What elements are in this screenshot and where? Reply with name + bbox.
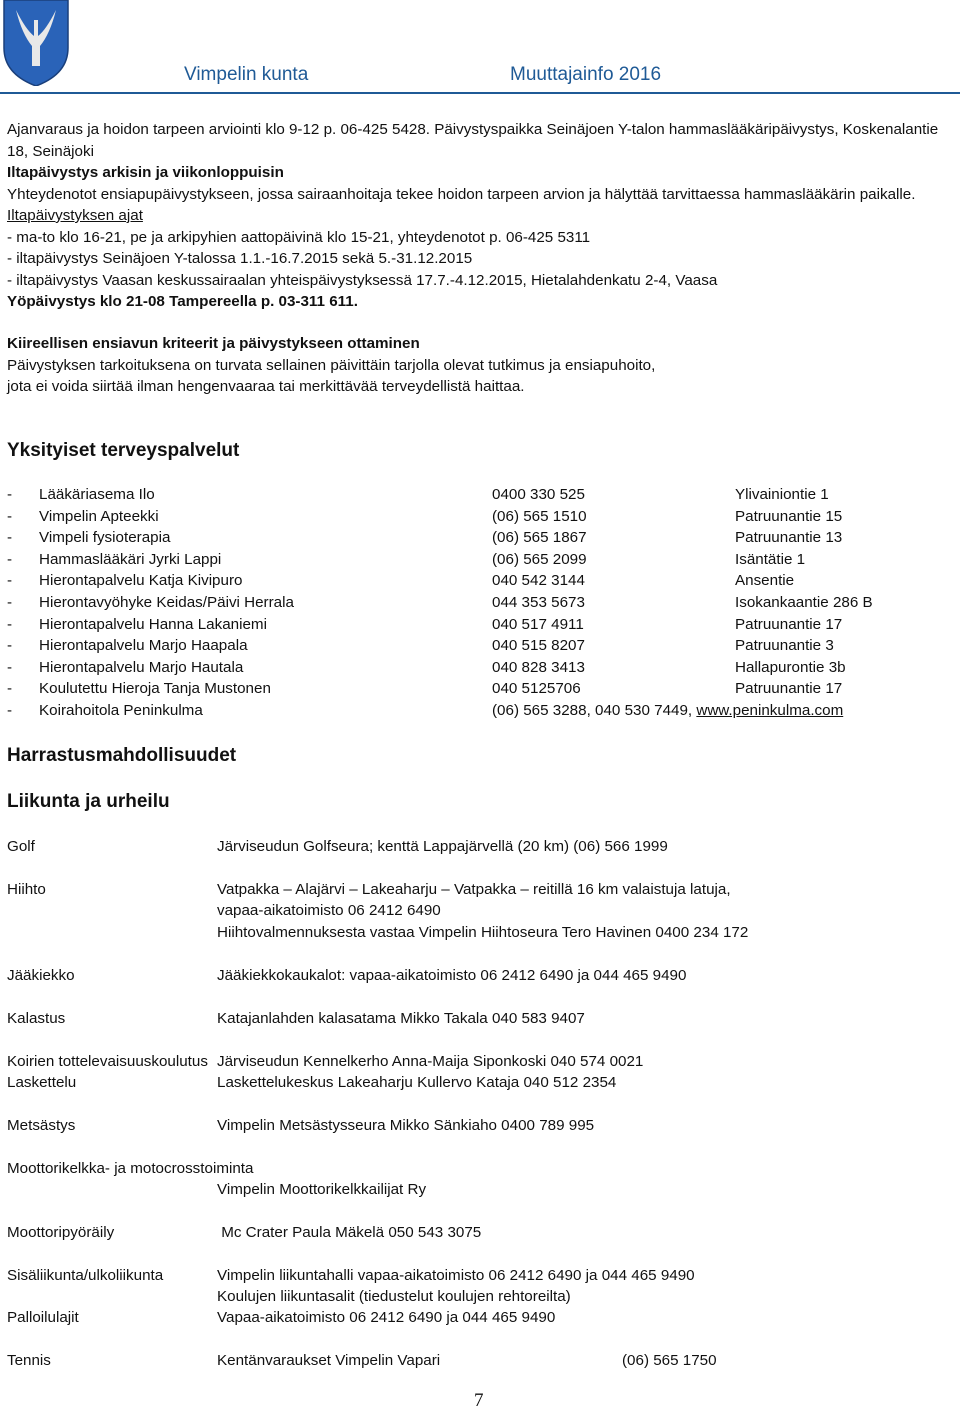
list-item bbox=[7, 614, 957, 636]
evening-duty-heading: Iltapäivystys arkisin ja viikonloppuisin bbox=[7, 164, 284, 181]
hobby-info: Kentänvaraukset Vimpelin Vapari bbox=[217, 1352, 441, 1369]
list-dash: - bbox=[7, 637, 13, 655]
hobby-info: Hiihtovalmennuksesta vastaa Vimpelin Hiihtoseura Tero Havinen 0400 234 172 bbox=[217, 924, 749, 941]
service-phone: 040 5125706 bbox=[492, 680, 581, 698]
service-phone: (06) 565 1867 bbox=[492, 529, 587, 547]
hobby-info: vapaa-aikatoimisto 06 2412 6490 bbox=[217, 902, 441, 919]
service-phone: (06) 565 3288, 040 530 7449, bbox=[492, 701, 697, 719]
evening-duty-times-3: - iltapäivystys Vaasan keskussairaalan yhteispäivystyksessä 17.7.-4.12.2015, Hietalahdenkatu 2-4, Vaasa bbox=[7, 271, 718, 289]
private-health-heading: Yksityiset terveyspalvelut bbox=[7, 440, 240, 461]
list-dash: - bbox=[7, 593, 13, 611]
service-phone: 040 517 4911 bbox=[492, 615, 584, 633]
list-item bbox=[7, 527, 957, 549]
header-divider bbox=[0, 92, 960, 94]
hobby-category: Hiihto bbox=[7, 881, 46, 898]
service-phone: 044 353 5673 bbox=[492, 593, 585, 611]
hobby-info: Jääkiekkokaukalot: vapaa-aikatoimisto 06 2412 6490 ja 044 465 9490 bbox=[217, 967, 687, 984]
hobby-category: Golf bbox=[7, 838, 35, 855]
service-name: Hierontapalvelu Katja Kivipuro bbox=[39, 572, 243, 590]
hobby-category: Moottorikelkka- ja motocrosstoiminta bbox=[7, 1160, 254, 1177]
emergency-criteria-section bbox=[7, 333, 957, 398]
page-header bbox=[0, 0, 960, 94]
service-name: Hierontapalvelu Marjo Haapala bbox=[39, 637, 248, 655]
municipal-coat-of-arms-icon bbox=[2, 0, 70, 86]
service-address: Ylivainiontie 1 bbox=[735, 486, 829, 503]
hobby-info: Vapaa-aikatoimisto 06 2412 6490 ja 044 465 9490 bbox=[217, 1309, 556, 1326]
service-address: Ansentie bbox=[735, 572, 795, 590]
hobby-category: Tennis bbox=[7, 1352, 51, 1369]
list-dash: - bbox=[7, 701, 13, 719]
hobby-category: Metsästys bbox=[7, 1117, 76, 1134]
document-title: Muuttajainfo 2016 bbox=[510, 64, 662, 85]
hobby-info: Vimpelin Metsästysseura Mikko Sänkiaho 0400 789 995 bbox=[217, 1117, 595, 1134]
appointment-text-cont: 18, Seinäjoki bbox=[7, 142, 94, 160]
service-phone: (06) 565 1510 bbox=[492, 507, 587, 525]
list-dash: - bbox=[7, 550, 13, 568]
service-address: Patruunantie 17 bbox=[735, 680, 843, 698]
service-phone: 040 828 3413 bbox=[492, 658, 585, 676]
service-name: Hammaslääkäri Jyrki Lappi bbox=[39, 550, 222, 568]
service-name: Vimpelin Apteekki bbox=[39, 507, 159, 525]
list-item bbox=[7, 635, 957, 657]
evening-duty-text: Yhteydenotot ensiapupäivystykseen, jossa sairaanhoitaja tekee hoidon tarpeen arvion ja hälyttää tarvittaessa hammaslääkärin paikalle. bbox=[7, 185, 916, 203]
list-dash: - bbox=[7, 529, 13, 547]
service-phone: 040 542 3144 bbox=[492, 572, 585, 590]
hobby-info: Mc Crater Paula Mäkelä 050 543 3075 bbox=[217, 1224, 482, 1241]
service-name: Hierontapalvelu Marjo Hautala bbox=[39, 658, 244, 676]
service-phone: (06) 565 2099 bbox=[492, 550, 587, 568]
hobby-category: Koirien tottelevaisuuskoulutus bbox=[7, 1053, 208, 1070]
service-phone: 0400 330 525 bbox=[492, 486, 585, 503]
service-name: Koulutettu Hieroja Tanja Mustonen bbox=[39, 680, 271, 698]
hobby-info: Järviseudun Golfseura; kenttä Lappajärvellä (20 km) (06) 566 1999 bbox=[217, 838, 668, 855]
evening-duty-times-2: - iltapäivystys Seinäjoen Y-talossa 1.1.-16.7.2015 sekä 5.-31.12.2015 bbox=[7, 250, 473, 267]
list-item bbox=[7, 657, 957, 679]
list-item bbox=[7, 549, 957, 571]
service-address: Patruunantie 15 bbox=[735, 507, 843, 525]
evening-duty-times-heading: Iltapäivystyksen ajat bbox=[7, 207, 143, 224]
list-item bbox=[7, 570, 957, 592]
service-name: Hierontapalvelu Hanna Lakaniemi bbox=[39, 615, 267, 633]
dental-emergency-section bbox=[7, 119, 957, 313]
hobby-info: Järviseudun Kennelkerho Anna-Maija Siponkoski 040 574 0021 bbox=[217, 1053, 644, 1070]
hobby-category: Jääkiekko bbox=[7, 967, 75, 984]
service-phone: 040 515 8207 bbox=[492, 637, 585, 655]
municipality-title: Vimpelin kunta bbox=[184, 64, 309, 85]
list-dash: - bbox=[7, 680, 13, 698]
hobbies-heading: Harrastusmahdollisuudet bbox=[7, 745, 237, 766]
hobby-info: Vimpelin Moottorikelkkailijat Ry bbox=[217, 1181, 427, 1198]
emergency-criteria-text-2: jota ei voida siirtää ilman hengenvaaraa tai merkittävää terveydellistä haittaa. bbox=[7, 378, 525, 395]
service-name: Vimpeli fysioterapia bbox=[39, 529, 171, 547]
list-dash: - bbox=[7, 507, 13, 525]
service-name: Hierontavyöhyke Keidas/Päivi Herrala bbox=[39, 593, 294, 611]
appointment-text: Ajanvaraus ja hoidon tarpeen arviointi klo 9-12 p. 06-425 5428. Päivystyspaikka Seinäjoen Y-talon hammaslääkäripäivystys, Koskenalantie bbox=[7, 121, 939, 138]
list-item bbox=[7, 484, 957, 506]
list-item bbox=[7, 678, 957, 700]
list-dash: - bbox=[7, 486, 13, 503]
hobby-info: Laskettelukeskus Lakeaharju Kullervo Kataja 040 512 2354 bbox=[217, 1074, 617, 1091]
emergency-criteria-text-1: Päivystyksen tarkoituksena on turvata sellainen päivittäin tarjolla olevat tutkimus ja ensiapuhoito, bbox=[7, 356, 656, 374]
service-address: Patruunantie 13 bbox=[735, 529, 843, 547]
emergency-criteria-heading: Kiireellisen ensiavun kriteerit ja päivystykseen ottaminen bbox=[7, 335, 420, 352]
website-link[interactable]: www.peninkulma.com bbox=[696, 701, 844, 719]
hobby-category: Moottoripyöräily bbox=[7, 1224, 115, 1241]
hobby-info: Vatpakka – Alajärvi – Lakeaharju – Vatpakka – reitillä 16 km valaistuja latuja, bbox=[217, 881, 731, 898]
list-dash: - bbox=[7, 658, 13, 676]
sports-subheading: Liikunta ja urheilu bbox=[7, 791, 170, 812]
private-health-list bbox=[7, 484, 957, 722]
hobby-category: Palloilulajit bbox=[7, 1309, 79, 1326]
hobby-category: Kalastus bbox=[7, 1010, 66, 1027]
service-address: Hallapurontie 3b bbox=[735, 658, 846, 676]
service-name: Lääkäriasema Ilo bbox=[39, 486, 155, 503]
service-name: Koirahoitola Peninkulma bbox=[39, 701, 203, 719]
hobby-phone: (06) 565 1750 bbox=[622, 1352, 717, 1369]
list-dash: - bbox=[7, 572, 13, 590]
list-item bbox=[7, 592, 957, 614]
evening-duty-times-1: - ma-to klo 16-21, pe ja arkipyhien aattopäivinä klo 15-21, yhteydenotot p. 06-425 5311 bbox=[7, 228, 591, 246]
list-dash: - bbox=[7, 615, 13, 633]
hobby-info: Katajanlahden kalasatama Mikko Takala 040 583 9407 bbox=[217, 1010, 585, 1027]
hobby-info: Koulujen liikuntasalit (tiedustelut koulujen rehtoreilta) bbox=[217, 1288, 571, 1305]
hobby-category: Sisäliikunta/ulkoliikunta bbox=[7, 1267, 164, 1284]
service-address: Patruunantie 3 bbox=[735, 637, 834, 655]
list-item bbox=[7, 506, 957, 528]
service-address: Isäntätie 1 bbox=[735, 550, 806, 568]
hobby-category: Laskettelu bbox=[7, 1074, 77, 1091]
service-address: Isokankaantie 286 B bbox=[735, 593, 873, 611]
night-duty-text: Yöpäivystys klo 21-08 Tampereella p. 03-311 611. bbox=[7, 293, 358, 310]
page-number: 7 bbox=[474, 1390, 484, 1411]
hobby-info: Vimpelin liikuntahalli vapaa-aikatoimisto 06 2412 6490 ja 044 465 9490 bbox=[217, 1267, 695, 1284]
service-address: Patruunantie 17 bbox=[735, 615, 843, 633]
service-contact bbox=[492, 700, 843, 722]
list-item bbox=[7, 700, 957, 722]
